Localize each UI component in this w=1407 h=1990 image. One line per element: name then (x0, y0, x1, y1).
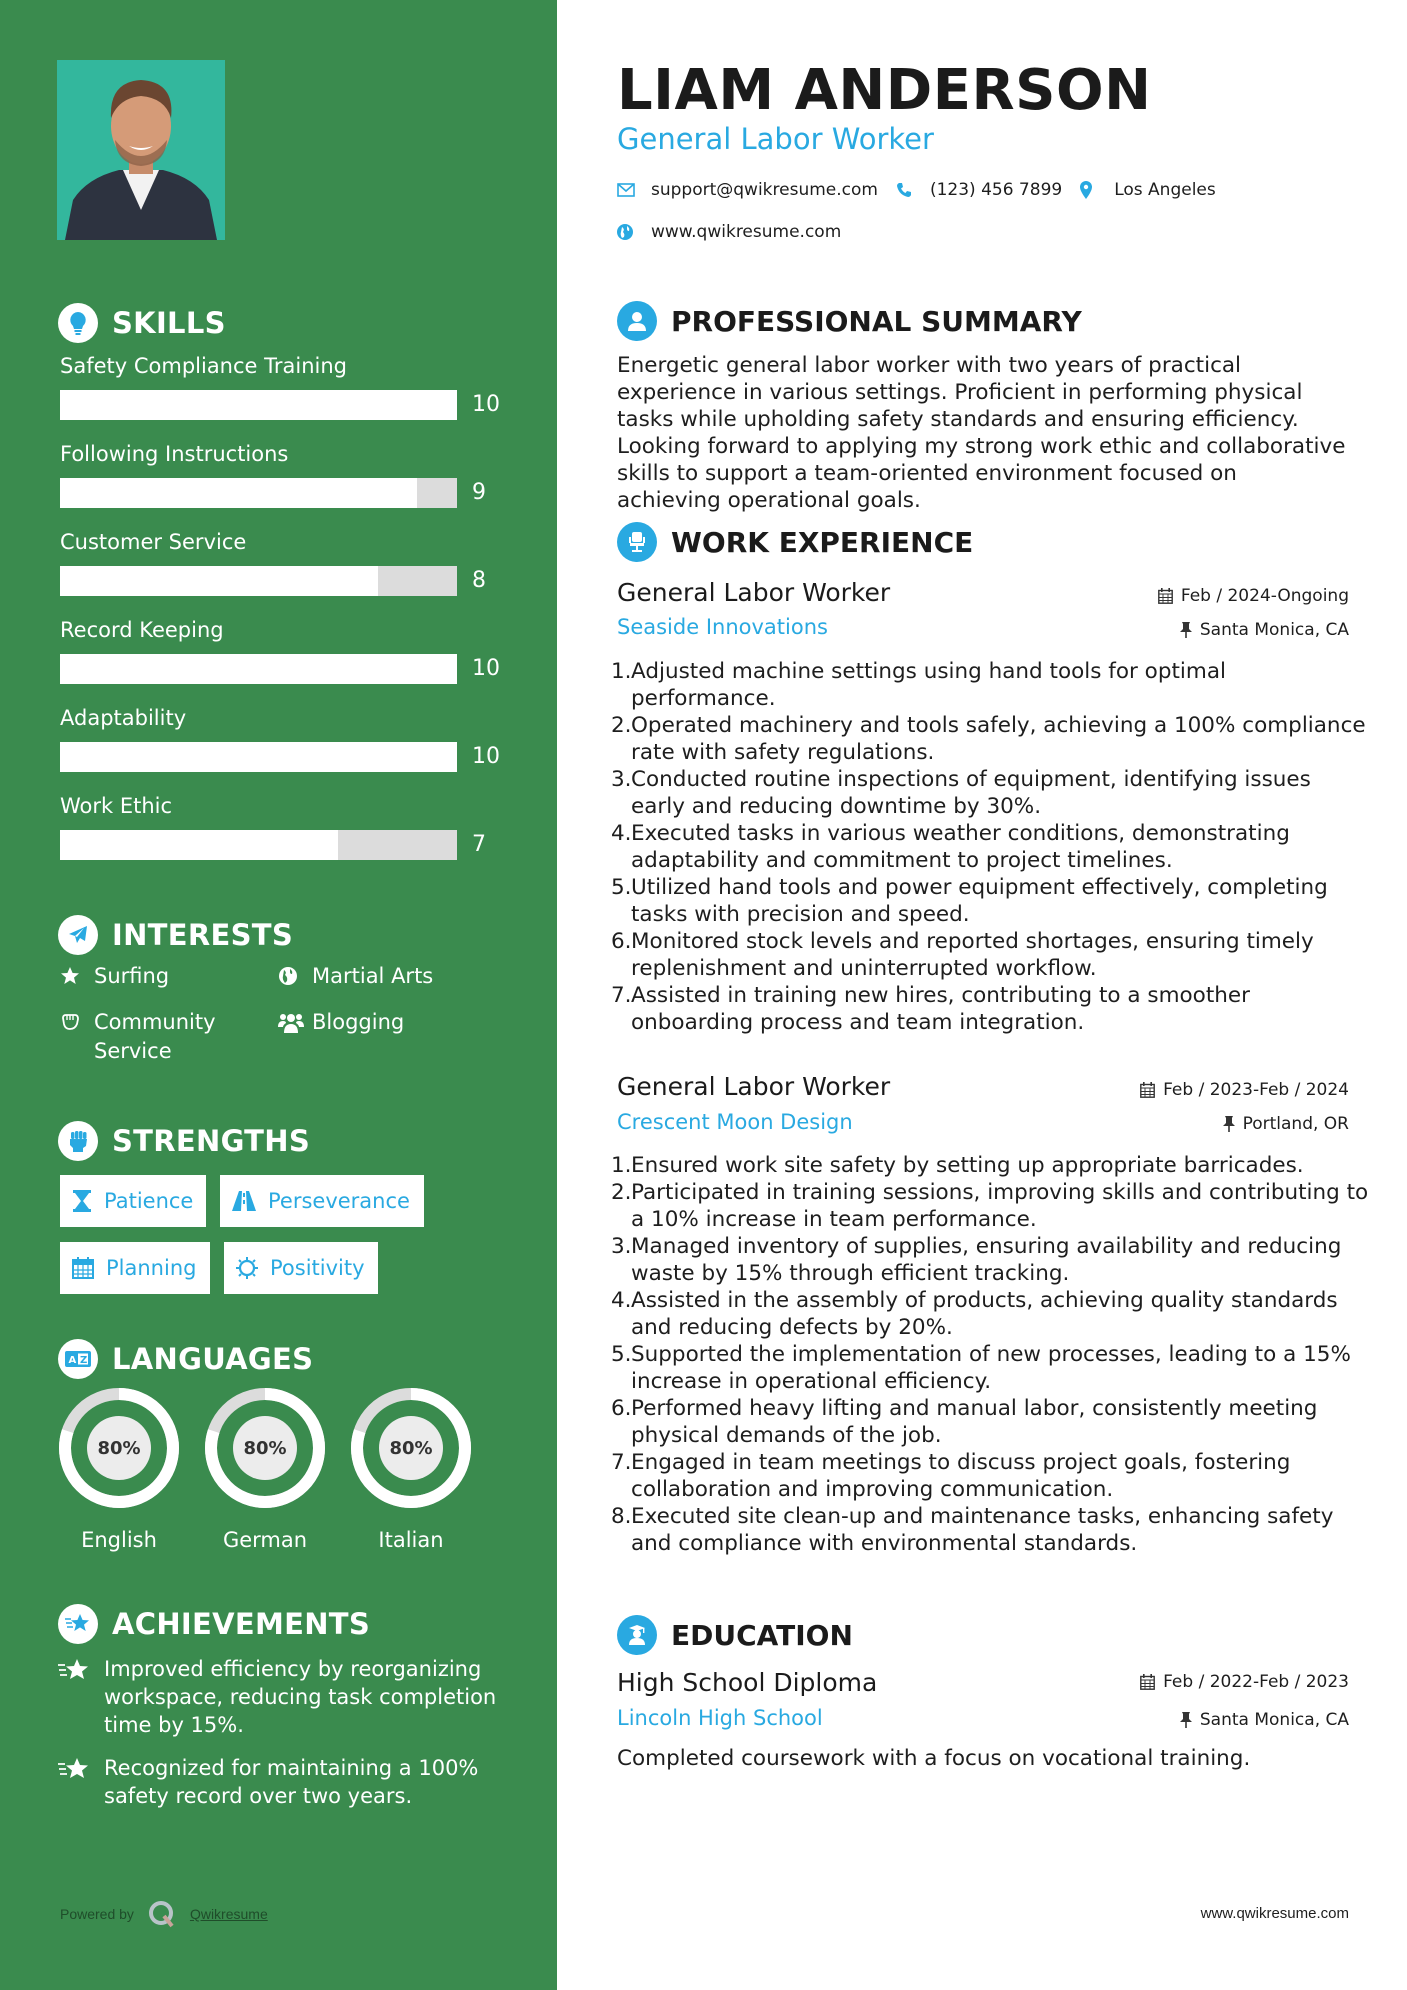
skills-heading: SKILLS (58, 302, 226, 344)
location: Los Angeles (1114, 180, 1216, 200)
strength-chip: Perseverance (220, 1175, 424, 1227)
road-icon (232, 1191, 256, 1211)
achievement-item: Improved efficiency by reorganizing workspace, reducing task completion time by 15%. (58, 1655, 508, 1739)
skill-item: Work Ethic 7 (60, 792, 520, 820)
interest-item: Community Service (60, 1008, 260, 1066)
language-progress-ring: 80% (59, 1388, 179, 1508)
list-item: 5. Supported the implementation of new processes, leading to a 15% increase in operational efficiency. (611, 1342, 1351, 1394)
interests-heading: INTERESTS (58, 914, 293, 956)
skill-bar (60, 478, 457, 508)
experience-heading: WORK EXPERIENCE (617, 521, 973, 563)
list-item: 3. Managed inventory of supplies, ensuring availability and reducing waste by 15% through efficient tracking. (611, 1234, 1342, 1286)
user-icon (617, 301, 657, 341)
language-item: 80% English (57, 1388, 181, 1552)
phone[interactable]: (123) 456 7899 (929, 180, 1063, 200)
graduate-icon (617, 1615, 657, 1655)
svg-text:A: A (68, 1355, 77, 1366)
sidebar (0, 0, 557, 1990)
company-name: Crescent Moon Design (617, 1110, 853, 1134)
calendar-icon (1140, 1082, 1155, 1098)
strength-chip: Patience (60, 1175, 206, 1227)
language-progress-ring: 80% (351, 1388, 471, 1508)
job-title: General Labor Worker (617, 578, 891, 607)
list-item: 1. Ensured work site safety by setting up appropriate barricades. (611, 1153, 1304, 1178)
languages-heading: A Z LANGUAGES (58, 1338, 313, 1380)
contact-row (617, 180, 1216, 200)
skill-bar-fill (60, 830, 338, 860)
envelope-icon (617, 183, 651, 197)
skill-bar (60, 390, 457, 420)
users-icon (278, 1008, 312, 1037)
strength-chip: Planning (60, 1242, 210, 1294)
job-location: Portland, OR (1223, 1114, 1349, 1134)
globe-icon (617, 224, 651, 240)
skill-item: Customer Service 8 (60, 528, 520, 556)
list-item: 6. Performed heavy lifting and manual labor, consistently meeting physical demands of the job. (611, 1396, 1318, 1448)
list-item: 7. Engaged in team meetings to discuss project goals, fostering collaboration and improving communication. (611, 1450, 1291, 1502)
footer-website-link[interactable]: www.qwikresume.com (1200, 1905, 1349, 1922)
interest-item: Martial Arts (278, 962, 433, 991)
powered-by: Powered by Qwikresume (60, 1900, 268, 1928)
skill-bar-fill (60, 566, 378, 596)
star-award-icon (58, 1655, 104, 1739)
education-location: Santa Monica, CA (1180, 1710, 1349, 1730)
pushpin-icon (1223, 1116, 1235, 1132)
globe-icon (278, 962, 312, 991)
skill-item: Record Keeping 10 (60, 616, 520, 644)
skill-bar-fill (60, 742, 457, 772)
skill-item: Following Instructions 9 (60, 440, 520, 468)
fist-icon (58, 1121, 98, 1161)
degree-title: High School Diploma (617, 1668, 878, 1697)
phone-icon (896, 182, 930, 198)
language-progress-ring: 80% (205, 1388, 325, 1508)
office-chair-icon (617, 522, 657, 562)
website-link[interactable]: www.qwikresume.com (651, 222, 842, 242)
pushpin-icon (1180, 1712, 1192, 1728)
job-dates: Feb / 2023-Feb / 2024 (1140, 1080, 1349, 1100)
website-row (617, 222, 841, 242)
company-name: Seaside Innovations (617, 615, 828, 639)
summary-heading: PROFESSIONAL SUMMARY (617, 300, 1082, 342)
list-item: 5. Utilized hand tools and power equipment effectively, completing tasks with precision and speed. (611, 875, 1328, 927)
pushpin-icon (1180, 622, 1192, 638)
list-item: 6. Monitored stock levels and reported shortages, ensuring timely replenishment and uninterrupted workflow. (611, 929, 1314, 981)
list-item: 2. Participated in training sessions, improving skills and contributing to a 10% increase in team performance. (611, 1180, 1369, 1232)
job-responsibilities (611, 1152, 1371, 1557)
email[interactable]: support@qwikresume.com (651, 180, 878, 200)
skill-bar-fill (60, 478, 417, 508)
list-item: 7. Assisted in training new hires, contributing to a smoother onboarding process and team integration. (611, 983, 1250, 1035)
skill-bar (60, 830, 457, 860)
calendar-icon (1158, 588, 1173, 604)
sun-icon (236, 1257, 258, 1279)
education-dates: Feb / 2022-Feb / 2023 (1140, 1672, 1349, 1692)
list-item: 4. Assisted in the assembly of products, achieving quality standards and reducing defects by 20%. (611, 1288, 1338, 1340)
list-item: 8. Executed site clean-up and maintenance tasks, enhancing safety and compliance with environmental standards. (611, 1504, 1334, 1556)
svg-text:Z: Z (80, 1355, 88, 1366)
calendar-icon (1140, 1674, 1155, 1690)
language-item: 80% Italian (349, 1388, 473, 1552)
star-award-icon (58, 1604, 98, 1644)
skill-item: Adaptability 10 (60, 704, 520, 732)
hand-icon (60, 1008, 94, 1066)
skill-bar-fill (60, 654, 457, 684)
achievement-item: Recognized for maintaining a 100% safety record over two years. (58, 1754, 508, 1810)
list-item: 1. Adjusted machine settings using hand tools for optimal performance. (611, 659, 1226, 711)
star-icon (60, 962, 94, 991)
calendar-icon (72, 1257, 94, 1279)
main-content (557, 0, 1407, 1990)
translate-icon (58, 1339, 98, 1379)
interest-item: Blogging (278, 1008, 404, 1037)
skill-bar (60, 654, 457, 684)
job-location: Santa Monica, CA (1180, 620, 1349, 640)
candidate-title: General Labor Worker (617, 122, 934, 156)
achievements-heading: ACHIEVEMENTS (58, 1603, 370, 1645)
star-award-icon (58, 1754, 104, 1810)
list-item: 3. Conducted routine inspections of equipment, identifying issues early and reducing downtime by 30%. (611, 767, 1311, 819)
person-portrait-icon (57, 60, 225, 240)
lightbulb-icon (58, 303, 98, 343)
language-item: 80% German (203, 1388, 327, 1552)
candidate-name: LIAM ANDERSON (617, 58, 1152, 123)
strength-chip: Positivity (224, 1242, 378, 1294)
strengths-heading: STRENGTHS (58, 1120, 310, 1162)
list-item: 2. Operated machinery and tools safely, achieving a 100% compliance rate with safety regulations. (611, 713, 1366, 765)
summary-text: Energetic general labor worker with two years of practical experience in various settings. Proficient in performing physical tasks while upholding safety standards and ensuring efficiency. Looking forward to applying my strong work ethic and collaborative skills to support a team-oriented environment focused on achieving operational goals. (617, 353, 1346, 513)
job-responsibilities (611, 658, 1371, 1036)
education-heading: EDUCATION (617, 1614, 853, 1656)
paper-plane-icon (58, 915, 98, 955)
school-name: Lincoln High School (617, 1706, 823, 1730)
skill-item: Safety Compliance Training 10 (60, 352, 520, 380)
profile-photo (57, 60, 225, 240)
skill-bar (60, 742, 457, 772)
skill-bar (60, 566, 457, 596)
education-description: Completed coursework with a focus on vocational training. (617, 1746, 1251, 1771)
job-title: General Labor Worker (617, 1072, 891, 1101)
map-marker-icon (1080, 181, 1114, 199)
qwikresume-link[interactable]: Qwikresume (189, 1906, 268, 1922)
interest-item: Surfing (60, 962, 169, 991)
job-dates: Feb / 2024-Ongoing (1158, 586, 1349, 606)
list-item: 4. Executed tasks in various weather conditions, demonstrating adaptability and commitment to project timelines. (611, 821, 1290, 873)
qwikresume-logo-icon (148, 1900, 176, 1928)
skill-bar-fill (60, 390, 457, 420)
hourglass-icon (72, 1190, 92, 1212)
